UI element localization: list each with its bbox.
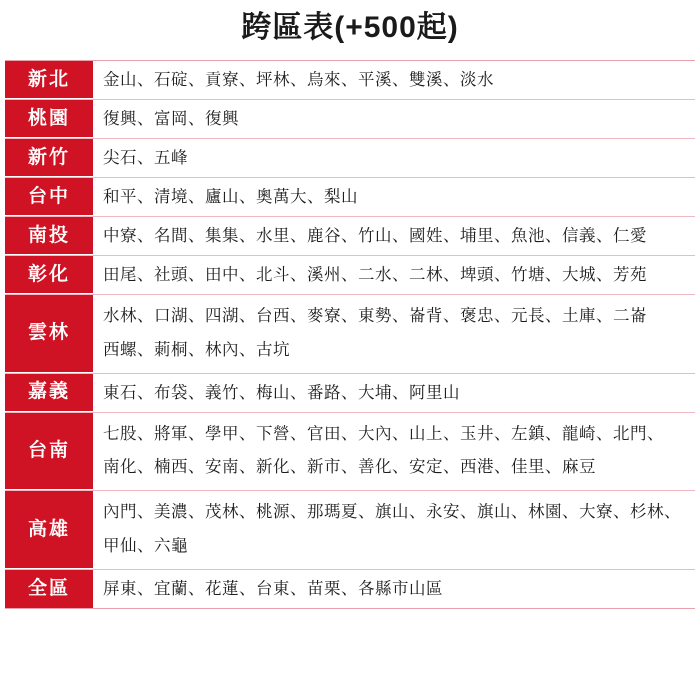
region-districts (93, 178, 695, 216)
table-row (5, 374, 695, 413)
table-row (5, 178, 695, 217)
district-line: 南化、楠西、安南、新化、新市、善化、安定、西港、佳里、麻豆 (103, 458, 596, 477)
region-districts (93, 139, 695, 177)
region-label: 桃園 (5, 100, 93, 138)
district-line: 內門、美濃、茂林、桃源、那瑪夏、旗山、永安、旗山、林園、大寮、杉林、 (103, 503, 681, 522)
region-label: 全區 (5, 570, 93, 608)
table-row (5, 61, 695, 100)
region-districts (93, 491, 695, 569)
district-line: 七股、將軍、學甲、下營、官田、大內、山上、玉井、左鎮、龍崎、北門、 (103, 424, 664, 443)
region-label: 台中 (5, 178, 93, 216)
table-row (5, 413, 695, 492)
district-line: 金山、石碇、貢寮、坪林、烏來、平溪、雙溪、淡水 (103, 71, 494, 89)
region-districts (93, 256, 695, 294)
region-label: 高雄 (5, 491, 93, 569)
district-line: 和平、清境、廬山、奧萬大、梨山 (103, 188, 358, 206)
region-label: 南投 (5, 217, 93, 255)
table-row (5, 139, 695, 178)
region-label: 彰化 (5, 256, 93, 294)
region-districts (93, 217, 695, 255)
district-line: 西螺、莿桐、林內、古坑 (103, 340, 290, 359)
district-line: 水林、口湖、四湖、台西、麥寮、東勢、崙背、褒忠、元長、土庫、二崙 (103, 307, 647, 325)
region-districts (93, 100, 695, 138)
page-title: 跨區表(+500起) (241, 11, 459, 44)
region-label: 台南 (5, 413, 93, 491)
district-line: 東石、布袋、義竹、梅山、番路、大埔、阿里山 (103, 383, 460, 402)
table-row (5, 570, 695, 609)
district-line: 甲仙、六龜 (103, 537, 188, 556)
region-label: 雲林 (5, 295, 93, 373)
table-row (5, 217, 695, 256)
district-line: 尖石、五峰 (103, 149, 188, 167)
region-table (5, 60, 695, 609)
region-districts (93, 295, 695, 373)
district-line: 屏東、宜蘭、花蓮、台東、苗栗、各縣市山區 (103, 579, 443, 598)
table-row (5, 256, 695, 295)
region-label: 嘉義 (5, 374, 93, 412)
region-districts (93, 413, 695, 491)
table-row (5, 100, 695, 139)
region-label: 新竹 (5, 139, 93, 177)
district-line: 田尾、社頭、田中、北斗、溪州、二水、二林、埤頭、竹塘、大城、芳苑 (103, 266, 647, 284)
district-line: 中寮、名間、集集、水里、鹿谷、竹山、國姓、埔里、魚池、信義、仁愛 (103, 227, 647, 245)
table-row (5, 295, 695, 374)
table-row (5, 491, 695, 570)
region-districts (93, 570, 695, 608)
region-districts (93, 374, 695, 412)
region-districts (93, 61, 695, 99)
district-line: 復興、富岡、復興 (103, 110, 239, 128)
region-label: 新北 (5, 61, 93, 99)
